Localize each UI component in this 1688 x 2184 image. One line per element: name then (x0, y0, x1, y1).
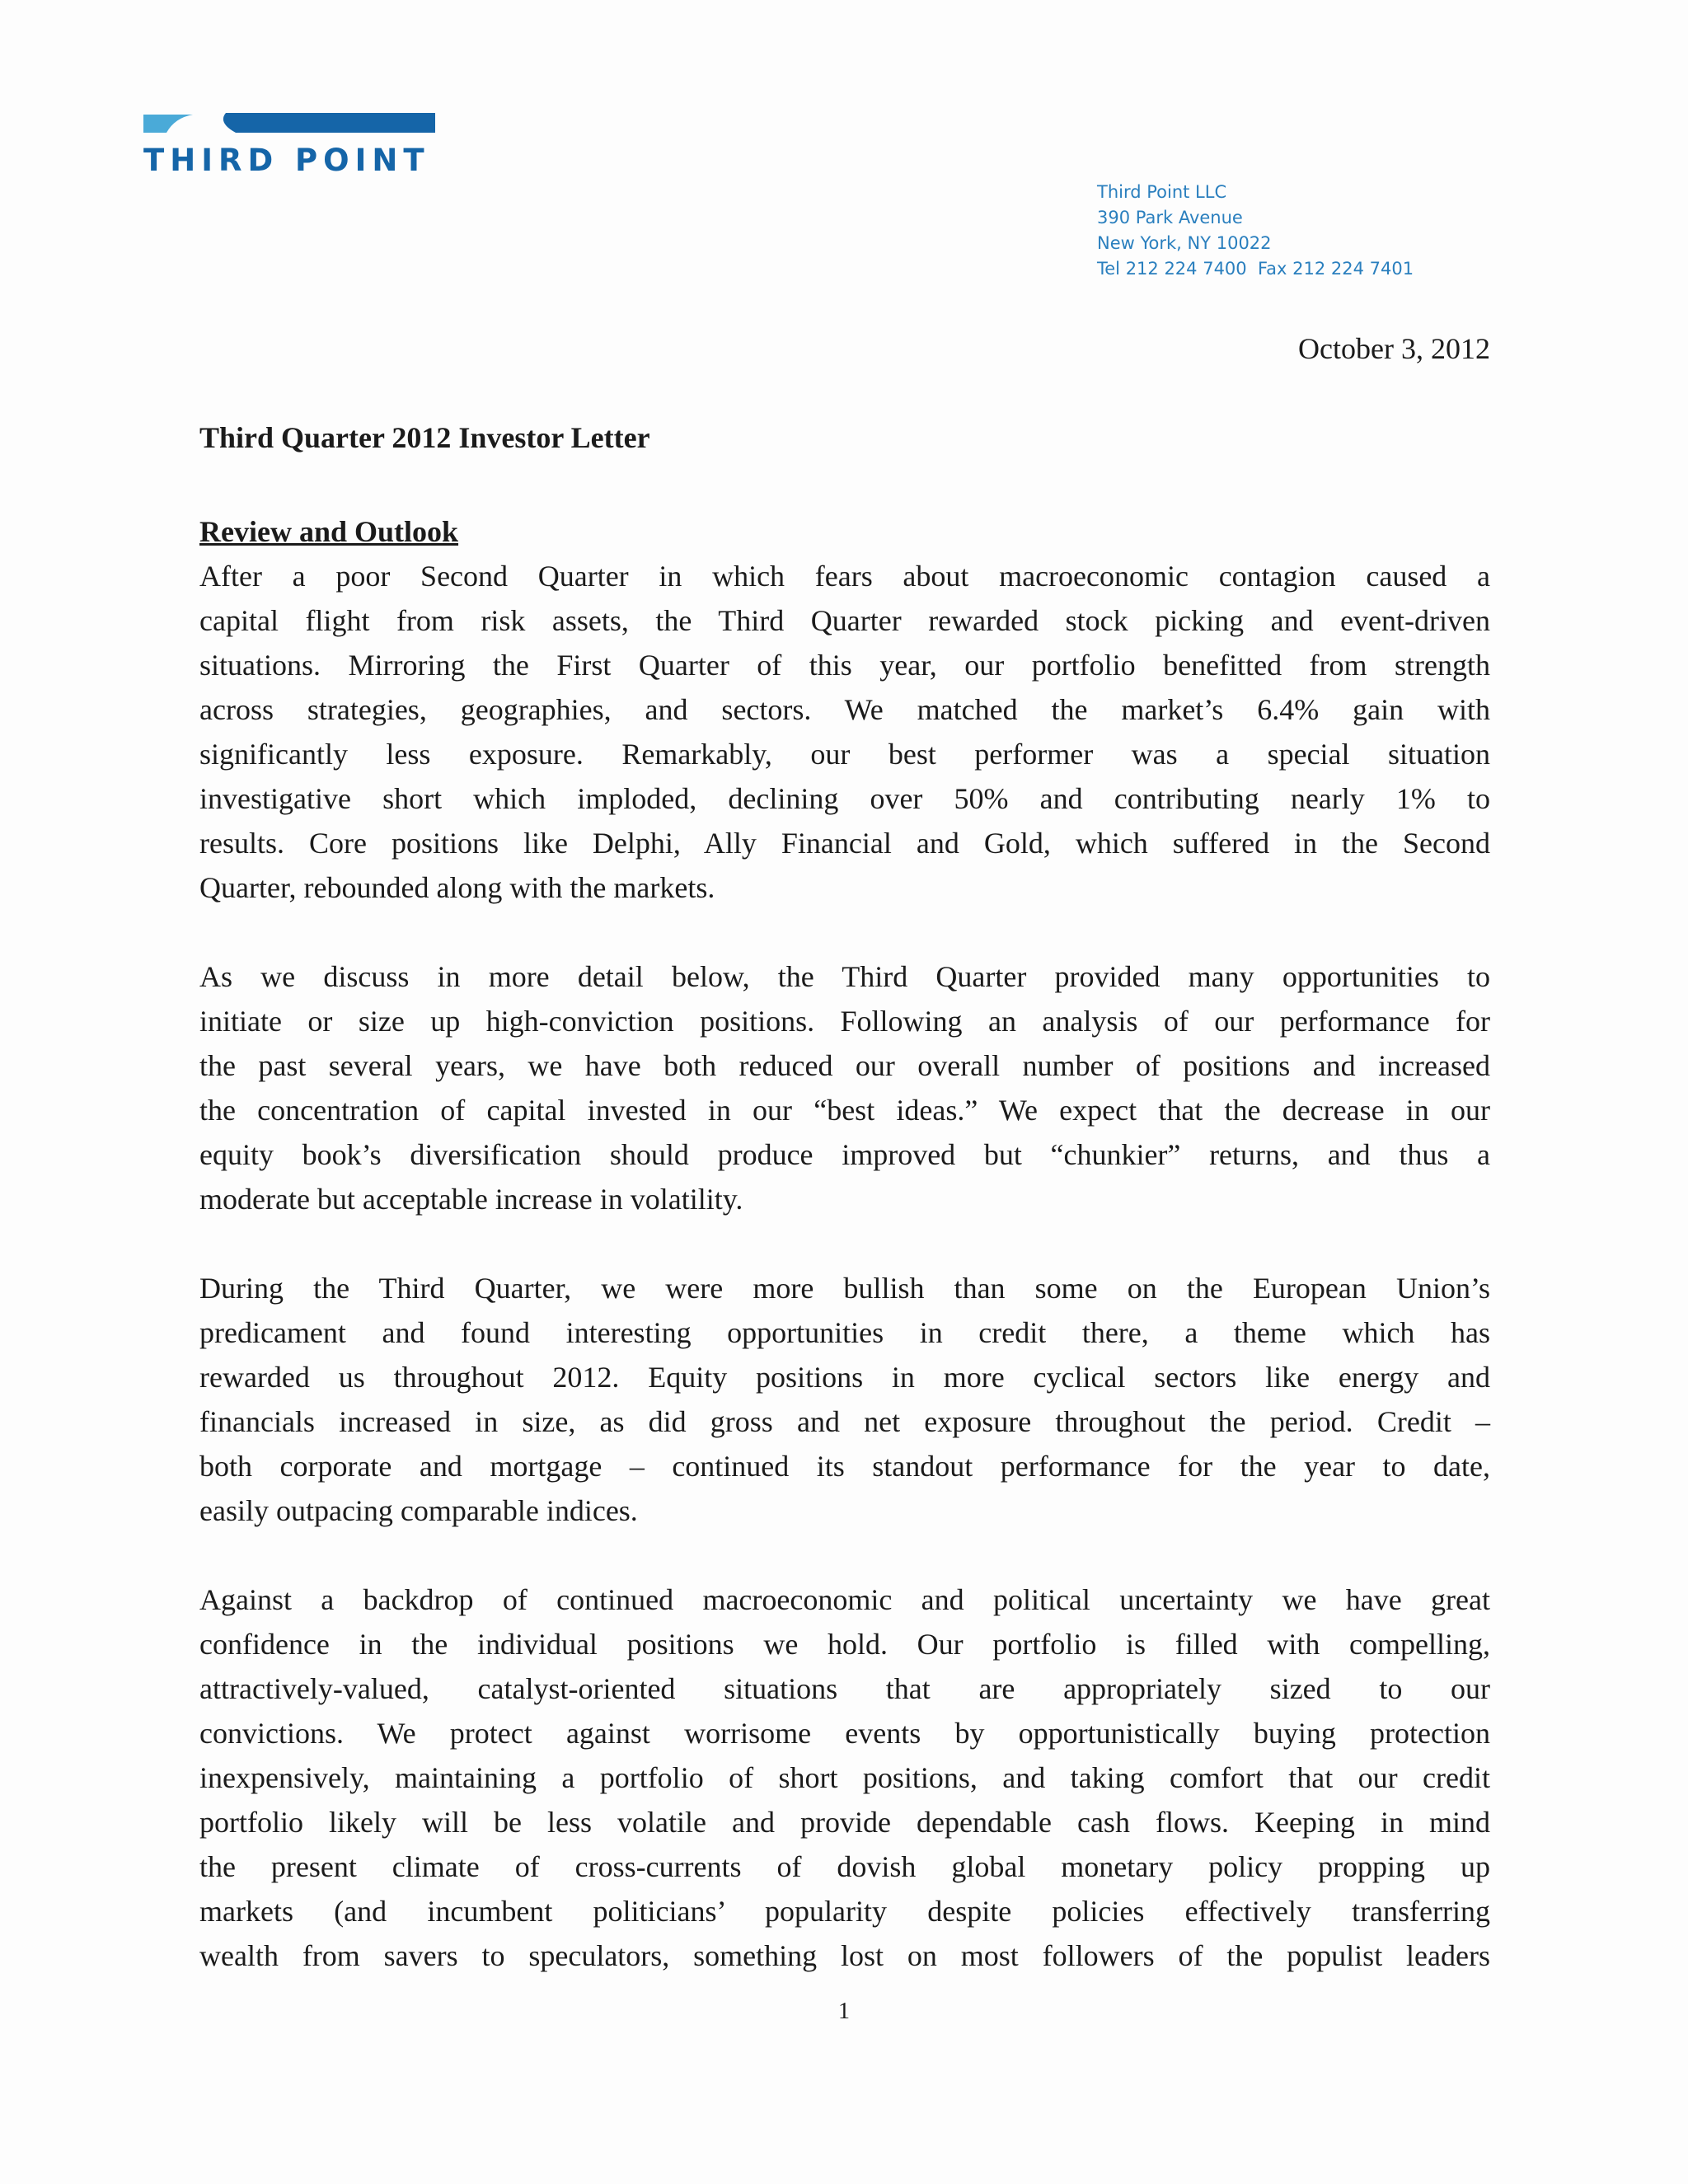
text-line: situations. Mirroring the First Quarter of this year, our portfolio benefitted from strength (199, 649, 1490, 682)
text-line: both corporate and mortgage – continued its standout performance for the year to date, (199, 1450, 1490, 1483)
paragraph (199, 554, 1490, 910)
logo-mark-icon (143, 111, 437, 133)
logo-text: THIRD POINT (143, 143, 430, 178)
letterhead-address (1097, 180, 1414, 282)
letter-body (199, 509, 1490, 2022)
text-line: attractively-valued, catalyst-oriented situations that are appropriately sized to our (199, 1672, 1490, 1705)
paragraph (199, 954, 1490, 1221)
text-line: Against a backdrop of continued macroeconomic and political uncertainty we have great (199, 1583, 1490, 1616)
text-line: inexpensively, maintaining a portfolio of short positions, and taking comfort that our credit (199, 1761, 1490, 1794)
text-line: financials increased in size, as did gross and net exposure throughout the period. Credit – (199, 1405, 1490, 1438)
page-number: 1 (838, 1999, 850, 2024)
paragraph (199, 1577, 1490, 1978)
text-line: markets (and incumbent politicians’ popularity despite policies effectively transferring (199, 1895, 1490, 1928)
text-line: significantly less exposure. Remarkably, our best performer was a special situation (199, 738, 1490, 771)
text-line: across strategies, geographies, and sectors. We matched the market’s 6.4% gain with (199, 693, 1490, 726)
text-line: the past several years, we have both reduced our overall number of positions and increased (199, 1049, 1490, 1082)
text-line: investigative short which imploded, declining over 50% and contributing nearly 1% to (199, 782, 1490, 815)
text-line: results. Core positions like Delphi, Ally Financial and Gold, which suffered in the Second (199, 827, 1490, 860)
section-heading: Review and Outlook (199, 515, 459, 548)
text-line: the present climate of cross-currents of dovish global monetary policy propping up (199, 1850, 1490, 1883)
paragraph (199, 1266, 1490, 1533)
street-address: 390 Park Avenue (1097, 208, 1243, 227)
text-line: Quarter, rebounded along with the markets. (199, 871, 715, 904)
text-line: confidence in the individual positions we hold. Our portfolio is filled with compelling, (199, 1628, 1490, 1661)
company-name: Third Point LLC (1097, 182, 1227, 202)
text-line: easily outpacing comparable indices. (199, 1494, 638, 1527)
text-line: the concentration of capital invested in our “best ideas.” We expect that the decrease in our (199, 1094, 1490, 1127)
phone-fax: Tel 212 224 7400 Fax 212 224 7401 (1097, 259, 1414, 279)
text-line: During the Third Quarter, we were more bullish than some on the European Union’s (199, 1272, 1490, 1305)
third-point-logo (143, 111, 437, 177)
paragraphs (199, 554, 1490, 1978)
letter-date: October 3, 2012 (1298, 332, 1490, 365)
text-line: As we discuss in more detail below, the Third Quarter provided many opportunities to (199, 960, 1490, 993)
text-line: moderate but acceptable increase in volatility. (199, 1183, 743, 1216)
text-line: capital flight from risk assets, the Third Quarter rewarded stock picking and event-driven (199, 604, 1490, 637)
text-line: convictions. We protect against worrisome events by opportunistically buying protection (199, 1717, 1490, 1750)
text-line: rewarded us throughout 2012. Equity positions in more cyclical sectors like energy and (199, 1361, 1490, 1394)
letter-title: Third Quarter 2012 Investor Letter (199, 421, 650, 454)
text-line: wealth from savers to speculators, something lost on most followers of the populist leaders (199, 1939, 1490, 1972)
text-line: predicament and found interesting opportunities in credit there, a theme which has (199, 1316, 1490, 1349)
text-line: After a poor Second Quarter in which fears about macroeconomic contagion caused a (199, 560, 1490, 593)
text-line: equity book’s diversification should produce improved but “chunkier” returns, and thus a (199, 1138, 1490, 1171)
text-line: portfolio likely will be less volatile and provide dependable cash flows. Keeping in mind (199, 1806, 1490, 1839)
text-line: initiate or size up high-conviction positions. Following an analysis of our performance for (199, 1005, 1490, 1038)
city-state-zip: New York, NY 10022 (1097, 233, 1272, 253)
